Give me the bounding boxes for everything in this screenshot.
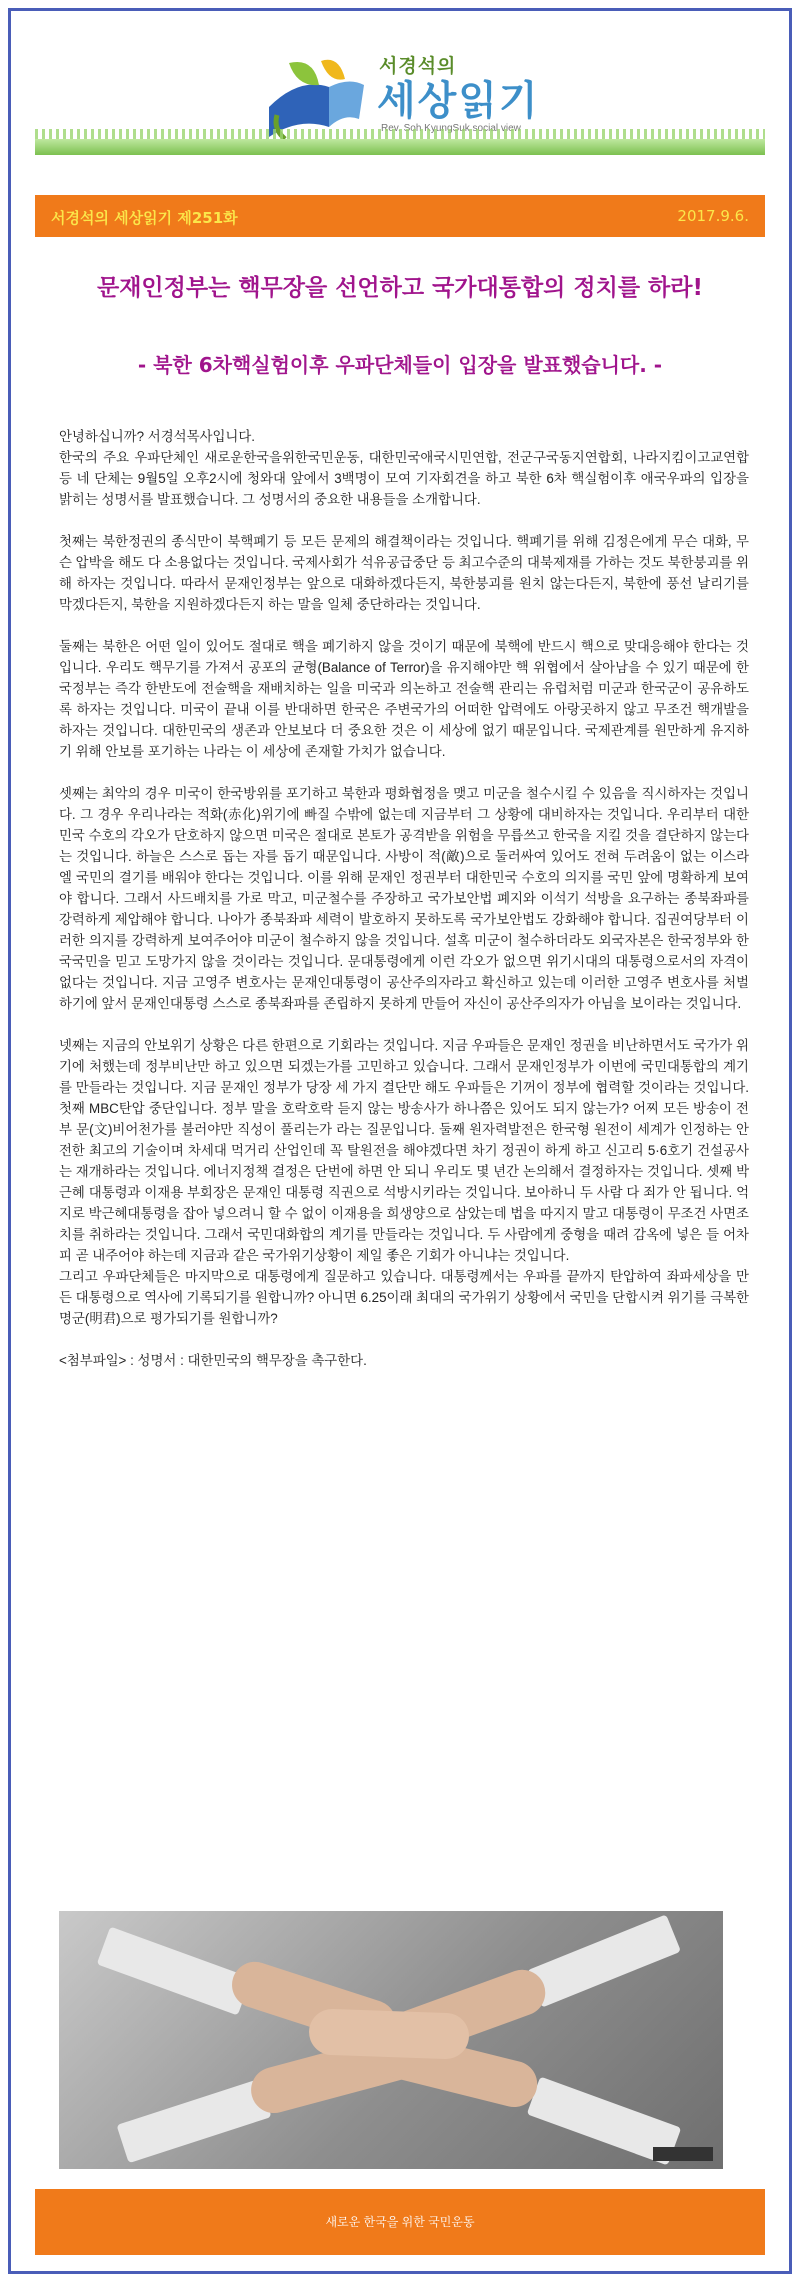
paragraph-first: 첫째는 북한정권의 종식만이 북핵폐기 등 모든 문제의 해결책이라는 것입니다. 핵폐기를 위해 김정은에게 무슨 대화, 무슨 압박을 해도 다 소용없다는 것입니다. 국제사회가 석유공급중단 등 최고수준의 대북제재를 가하는 것도 북한붕괴를 위해 하자는 것입니다. 따라서 문재인정부는 앞으로 대화하겠다든지, 북한붕괴를 원치 않는다든지, 북한에 풍선 날리기를 막겠다든지, 북한을 지원하겠다든지 하는 말을 일체 중단하라는 것입니다. — [59, 534, 749, 612]
issue-bar — [35, 195, 765, 237]
issue-number: 서경석의 세상읽기 제251화 — [51, 209, 238, 227]
brand-title: 세상읽기 — [377, 78, 540, 124]
book-leaf-icon — [259, 57, 369, 139]
paragraph-fourth: 넷째는 지금의 안보위기 상황은 다른 한편으로 기회라는 것입니다. 지금 우파들은 문재인 정권을 비난하면서도 국가가 위기에 처했는데 정부비난만 하고 있으면 되겠는가를 고민하고 있습니다. 그래서 문재인정부가 이번에 국민대통합의 계기를 만들라는 것입니다. 지금 문재인 정부가 당장 세 가지 결단만 해도 우파들은 기꺼이 정부에 협력할 것이라는 것입니다. 첫째 MBC탄압 중단입니다. 정부 말을 호락호락 듣지 않는 방송사가 하나쯤은 있어도 되지 않는가? 어찌 모든 방송이 전부 문(文)비어천가를 불러야만 직성이 풀리는가 라는 질문입니다. 둘째 원자력발전은 한국형 원전이 세계가 인정하는 안전한 최고의 기술이며 차세대 먹거리 산업인데 꼭 탈원전을 해야겠다면 차기 정권이 하게 하고 신고리 5·6호기 건설공사는 재개하라는 것입니다. 에너지정책 결정은 단번에 하면 안 되니 우리도 몇 년간 논의해서 결정하자는 것입니다. 셋째 박근혜 대통령과 이재용 부회장은 문재인 대통령 직권으로 석방시키라는 것입니다. 보아하니 두 사람 다 죄가 안 됩니다. 억지로 박근혜대통령을 잡아 넣으려니 할 수 없이 이재용을 희생양으로 삼았는데 법을 따지지 말고 대통령이 무조건 사면조치를 취하라는 것입니다. 그래서 국민대화합의 계기를 만들라는 것입니다. 두 사람에게 중형을 때려 감옥에 넣은 들 어차피 곧 내주어야 하는데 지금과 같은 국가위기상황이 제일 좋은 기회가 아니냐는 것입니다. 그리고 우파단체들은 마지막으로 대통령에게 질문하고 있습니다. 대통령께서는 우파를 끝까지 탄압하여 좌파세상을 만든 대통령으로 역사에 기록되기를 원합니까? 아니면 6.25이래 최대의 국가위기 상황에서 국민을 단합시켜 위기를 극복한 명군(明君)으로 평가되기를 원합니까? — [59, 1038, 749, 1326]
grass-divider — [35, 139, 765, 155]
paragraph-third: 셋째는 최악의 경우 미국이 한국방위를 포기하고 북한과 평화협정을 맺고 미군을 철수시킬 수 있음을 직시하자는 것입니다. 그 경우 우리나라는 적화(赤化)위기에 빠질 수밖에 없는데 지금부터 그 상황에 대비하자는 것입니다. 우리부터 대한민국 수호의 각오가 단호하지 않으면 미국은 절대로 본토가 공격받을 위험을 무릅쓰고 한국을 지킬 것을 결단하지 않는다는 것입니다. 하늘은 스스로 돕는 자를 돕기 때문입니다. 사방이 적(敵)으로 둘러싸여 있어도 전혀 두려움이 없는 이스라엘 국민의 결기를 배워야 한다는 것입니다. 이를 위해 문재인 정권부터 대한민국 수호의 의지를 국민 앞에 명확하게 보여야 합니다. 그래서 사드배치를 가로 막고, 미군철수를 주장하고 국가보안법 폐지와 이석기 석방을 요구하는 종북좌파를 강력하게 제압해야 합니다. 나아가 종북좌파 세력이 발호하지 못하도록 국가보안법도 강화해야 합니다. 집권여당부터 이러한 의지를 강력하게 보여주어야 미군이 철수하지 않을 것입니다. 설혹 미군이 철수하더라도 외국자본은 한국정부와 한국국민을 믿고 도망가지 않을 것이라는 것입니다. 문대통령에게 이런 각오가 없으면 위기시대의 대통령으로서의 자격이 없다는 것입니다. 지금 고영주 변호사는 문재인대통령이 공산주의자라고 확신하고 있는데 이러한 고영주 변호사를 처벌하기에 앞서 문재인대통령 스스로 종북좌파를 존립하지 못하게 만들어 자신이 공산주의자가 아님을 보이라는 것입니다. — [59, 786, 749, 1011]
footer-org-name[interactable]: 새로운 한국을 위한 국민운동 — [325, 2215, 475, 2229]
article-body — [59, 426, 749, 1392]
brand-small-text: 서경석의 — [379, 55, 457, 77]
issue-date: 2017.9.6. — [677, 207, 749, 225]
brand-logo[interactable] — [259, 51, 559, 141]
newsletter-frame — [8, 8, 792, 2274]
article-subtitle: - 북한 6차핵실험이후 우파단체들이 입장을 발표했습니다. - — [137, 353, 663, 377]
paragraph-intro: 안녕하십니까? 서경석목사입니다. 한국의 주요 우파단체인 새로운한국을위한국민운동, 대한민국애국시민연합, 전군구국동지연합회, 나라지킴이고교연합 등 네 단체는 9월5일 오후2시에 청와대 앞에서 3백명이 모여 기자회견을 하고 북한 6차 핵실험이후 애국우파의 입장을 밝히는 성명서를 발표했습니다. 그 성명서의 중요한 내용들을 소개합니다. — [59, 429, 749, 507]
hands-together-photo — [59, 1911, 723, 2169]
article-title: 문재인정부는 핵무장을 선언하고 국가대통합의 정치를 하라! — [97, 275, 703, 301]
attachment-line[interactable]: <첨부파일> : 성명서 : 대한민국의 핵무장을 촉구한다. — [59, 1353, 367, 1368]
paragraph-second: 둘째는 북한은 어떤 일이 있어도 절대로 핵을 폐기하지 않을 것이기 때문에 북핵에 반드시 핵으로 맞대응해야 한다는 것입니다. 우리도 핵무기를 가져서 공포의 균형(Balance of Terror)을 유지해야만 핵 위협에서 살아남을 수 있기 때문에 한국정부는 즉각 한반도에 전술핵을 재배치하는 일을 미국과 의논하고 전술핵 관리는 유럽처럼 미군과 한국군이 공유하도록 하자는 것입니다. 미국이 끝내 이를 반대하면 한국은 주변국가의 어떠한 압력에도 아랑곳하지 않고 무조건 핵개발을 하자는 것입니다. 대한민국의 생존과 안보보다 더 중요한 것은 이 세상에 없기 때문입니다. 국제관계를 원만하게 유지하기 위해 안보를 포기하는 나라는 이 세상에 존재할 가치가 없습니다. — [59, 639, 749, 759]
header — [11, 11, 789, 149]
footer-bar — [35, 2189, 765, 2255]
photo-caption — [653, 2147, 713, 2161]
